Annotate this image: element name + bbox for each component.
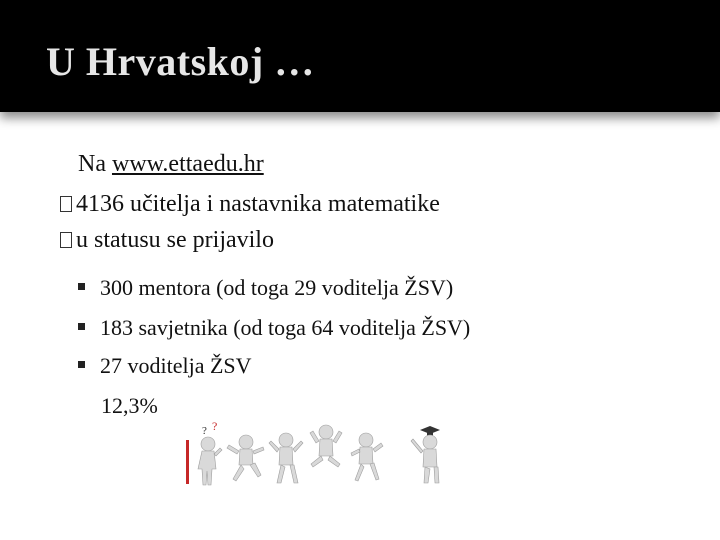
- website-prefix: Na: [78, 151, 112, 177]
- teachers-line: [60, 191, 440, 218]
- square-bullet-icon: [78, 361, 85, 368]
- svg-text:?: ?: [212, 419, 218, 433]
- square-bullet-icon: [78, 283, 85, 290]
- list-item: [78, 275, 453, 301]
- thinking-figure-icon: [198, 437, 222, 485]
- list-item: [78, 353, 252, 379]
- dancing-figure-icon: [351, 433, 383, 481]
- status-text: u statusu se prijavilo: [76, 227, 274, 253]
- website-link[interactable]: www.ettaedu.hr: [111, 151, 264, 177]
- list-item: [78, 315, 470, 341]
- title-bar: [0, 0, 720, 112]
- list-item-text: 300 mentora (od toga 29 voditelja ŽSV): [100, 275, 454, 300]
- website-line: [78, 151, 264, 178]
- cheering-figure-icon: [269, 433, 303, 483]
- percentage-value: 12,3%: [101, 393, 158, 418]
- question-marks-icon: ?: [202, 425, 207, 437]
- list-item-text: 27 voditelja ŽSV: [100, 353, 252, 378]
- bullet-icon: [60, 232, 72, 248]
- people-figures-icon: [180, 418, 460, 490]
- graduate-figure-icon: [411, 426, 440, 483]
- red-bar-icon: [186, 440, 189, 484]
- running-figure-icon: [227, 435, 264, 481]
- bullet-icon: [60, 196, 72, 212]
- teachers-text: 4136 učitelja i nastavnika matematike: [76, 191, 440, 217]
- square-bullet-icon: [78, 323, 85, 330]
- slide-title: U Hrvatskoj …: [46, 39, 315, 84]
- list-item-text: 183 savjetnika (od toga 64 voditelja ŽSV): [100, 315, 471, 340]
- status-line: [60, 227, 274, 254]
- jumping-figure-icon: [310, 425, 342, 467]
